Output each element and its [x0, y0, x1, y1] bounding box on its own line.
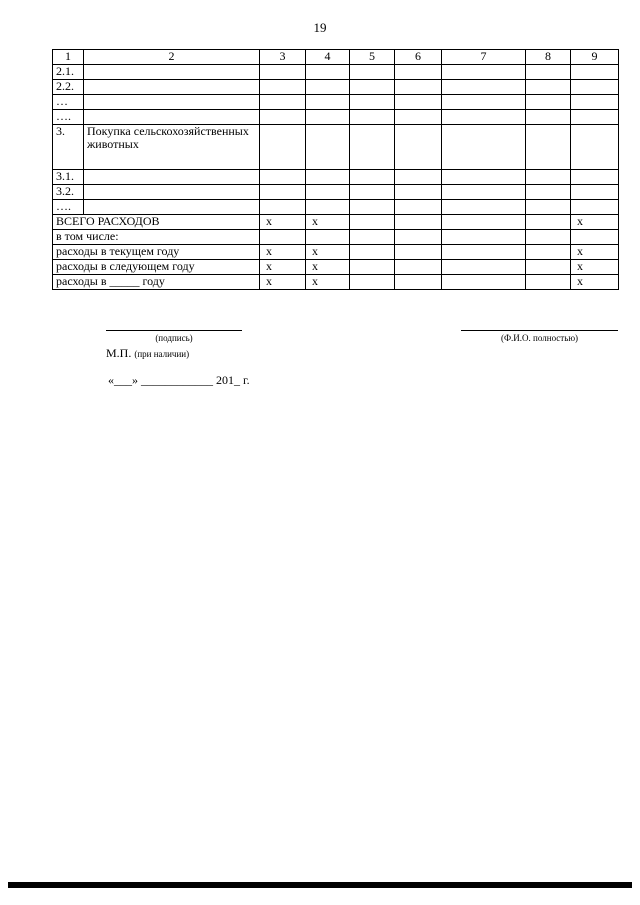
summary-cell: х [571, 260, 619, 275]
summary-label: расходы в _____ году [53, 275, 260, 290]
table-cell [395, 95, 442, 110]
table-cell [395, 110, 442, 125]
table-cell [526, 125, 571, 170]
column-number: 8 [526, 50, 571, 65]
summary-label: расходы в следующем году [53, 260, 260, 275]
table-cell [442, 200, 526, 215]
table-cell [306, 125, 350, 170]
column-number: 6 [395, 50, 442, 65]
summary-cell [350, 215, 395, 230]
summary-row [53, 215, 619, 230]
summary-label: ВСЕГО РАСХОДОВ [53, 215, 260, 230]
row-number: …. [53, 200, 84, 215]
table-row [53, 125, 619, 170]
scan-edge-bar [8, 882, 632, 888]
table-cell [526, 110, 571, 125]
row-label [84, 185, 260, 200]
table-cell [442, 185, 526, 200]
row-number: …. [53, 110, 84, 125]
table-cell [395, 185, 442, 200]
table-row [53, 95, 619, 110]
row-label [84, 200, 260, 215]
summary-cell: х [306, 260, 350, 275]
table-header-row [53, 50, 619, 65]
stamp-condition: (при наличии) [134, 349, 190, 359]
table-cell [571, 110, 619, 125]
table-cell [442, 80, 526, 95]
summary-cell [350, 275, 395, 290]
column-number: 7 [442, 50, 526, 65]
summary-cell [442, 275, 526, 290]
table-cell [306, 65, 350, 80]
table-cell [571, 65, 619, 80]
row-number: 3.1. [53, 170, 84, 185]
table-cell [260, 125, 306, 170]
table-cell [306, 110, 350, 125]
summary-cell [395, 230, 442, 245]
table-cell [350, 200, 395, 215]
summary-label: в том числе: [53, 230, 260, 245]
row-number: 2.2. [53, 80, 84, 95]
row-label [84, 65, 260, 80]
summary-cell [350, 245, 395, 260]
summary-cell [395, 245, 442, 260]
stamp-label: М.П. [106, 346, 132, 360]
table-cell [526, 185, 571, 200]
summary-label: расходы в текущем году [53, 245, 260, 260]
page-number: 19 [313, 20, 327, 35]
table-cell [526, 170, 571, 185]
summary-cell: х [306, 245, 350, 260]
table-row [53, 110, 619, 125]
table-row [53, 170, 619, 185]
summary-row [53, 275, 619, 290]
column-number: 4 [306, 50, 350, 65]
table-cell [350, 65, 395, 80]
table-cell [260, 110, 306, 125]
table-cell [260, 65, 306, 80]
table-cell [395, 125, 442, 170]
table-cell [260, 80, 306, 95]
summary-cell [395, 260, 442, 275]
column-number: 5 [350, 50, 395, 65]
table-cell [260, 185, 306, 200]
summary-cell: х [306, 215, 350, 230]
signature-line [106, 330, 242, 331]
table-cell [306, 185, 350, 200]
summary-cell: х [260, 260, 306, 275]
table-cell [350, 80, 395, 95]
table-cell [395, 200, 442, 215]
table-cell [350, 125, 395, 170]
table-cell [350, 110, 395, 125]
table-cell [260, 200, 306, 215]
table-cell [395, 65, 442, 80]
table-row [53, 80, 619, 95]
summary-cell: х [306, 275, 350, 290]
column-number: 2 [84, 50, 260, 65]
summary-cell [526, 260, 571, 275]
summary-cell [395, 275, 442, 290]
table-cell [350, 95, 395, 110]
summary-cell [350, 260, 395, 275]
row-label [84, 95, 260, 110]
table-cell [260, 170, 306, 185]
table-cell [571, 95, 619, 110]
table-row [53, 185, 619, 200]
expense-table [52, 49, 619, 290]
row-label [84, 80, 260, 95]
summary-cell [442, 230, 526, 245]
summary-cell [395, 215, 442, 230]
summary-cell: х [260, 245, 306, 260]
table-cell [526, 65, 571, 80]
table-cell [350, 170, 395, 185]
summary-cell: х [571, 215, 619, 230]
row-label [84, 110, 260, 125]
summary-cell: х [571, 275, 619, 290]
summary-row [53, 230, 619, 245]
full-name-caption: (Ф.И.О. полностью) [500, 333, 579, 343]
table-cell [442, 170, 526, 185]
summary-row [53, 245, 619, 260]
table-cell [571, 200, 619, 215]
column-number: 1 [53, 50, 84, 65]
summary-cell [260, 230, 306, 245]
row-number: 2.1. [53, 65, 84, 80]
table-cell [306, 170, 350, 185]
row-label: Покупка сельскохозяйственных животных [84, 125, 260, 170]
table-cell [442, 65, 526, 80]
summary-cell: х [571, 245, 619, 260]
table-cell [306, 200, 350, 215]
table-cell [260, 95, 306, 110]
table-row [53, 200, 619, 215]
table-cell [442, 125, 526, 170]
summary-cell [442, 215, 526, 230]
summary-cell: х [260, 275, 306, 290]
column-number: 3 [260, 50, 306, 65]
summary-cell [526, 215, 571, 230]
table-cell [571, 185, 619, 200]
row-label [84, 170, 260, 185]
summary-cell [350, 230, 395, 245]
table-cell [571, 125, 619, 170]
table-cell [526, 95, 571, 110]
table-cell [306, 80, 350, 95]
summary-cell [526, 245, 571, 260]
row-number: 3.2. [53, 185, 84, 200]
full-name-line [461, 330, 618, 331]
stamp-note [106, 346, 189, 361]
column-number: 9 [571, 50, 619, 65]
table-cell [442, 95, 526, 110]
table-cell [571, 170, 619, 185]
summary-cell [442, 245, 526, 260]
table-cell [395, 170, 442, 185]
table-cell [526, 80, 571, 95]
summary-cell [306, 230, 350, 245]
table-cell [571, 80, 619, 95]
table-cell [526, 200, 571, 215]
table-row [53, 65, 619, 80]
signature-caption: (подпись) [155, 333, 193, 343]
table-cell [442, 110, 526, 125]
summary-row [53, 260, 619, 275]
table-cell [306, 95, 350, 110]
summary-cell [442, 260, 526, 275]
table-cell [350, 185, 395, 200]
summary-cell [571, 230, 619, 245]
summary-cell [526, 275, 571, 290]
summary-cell: х [260, 215, 306, 230]
date-field: «___» ____________ 201_ г. [108, 373, 250, 387]
row-number: 3. [53, 125, 84, 170]
row-number: … [53, 95, 84, 110]
table-cell [395, 80, 442, 95]
summary-cell [526, 230, 571, 245]
